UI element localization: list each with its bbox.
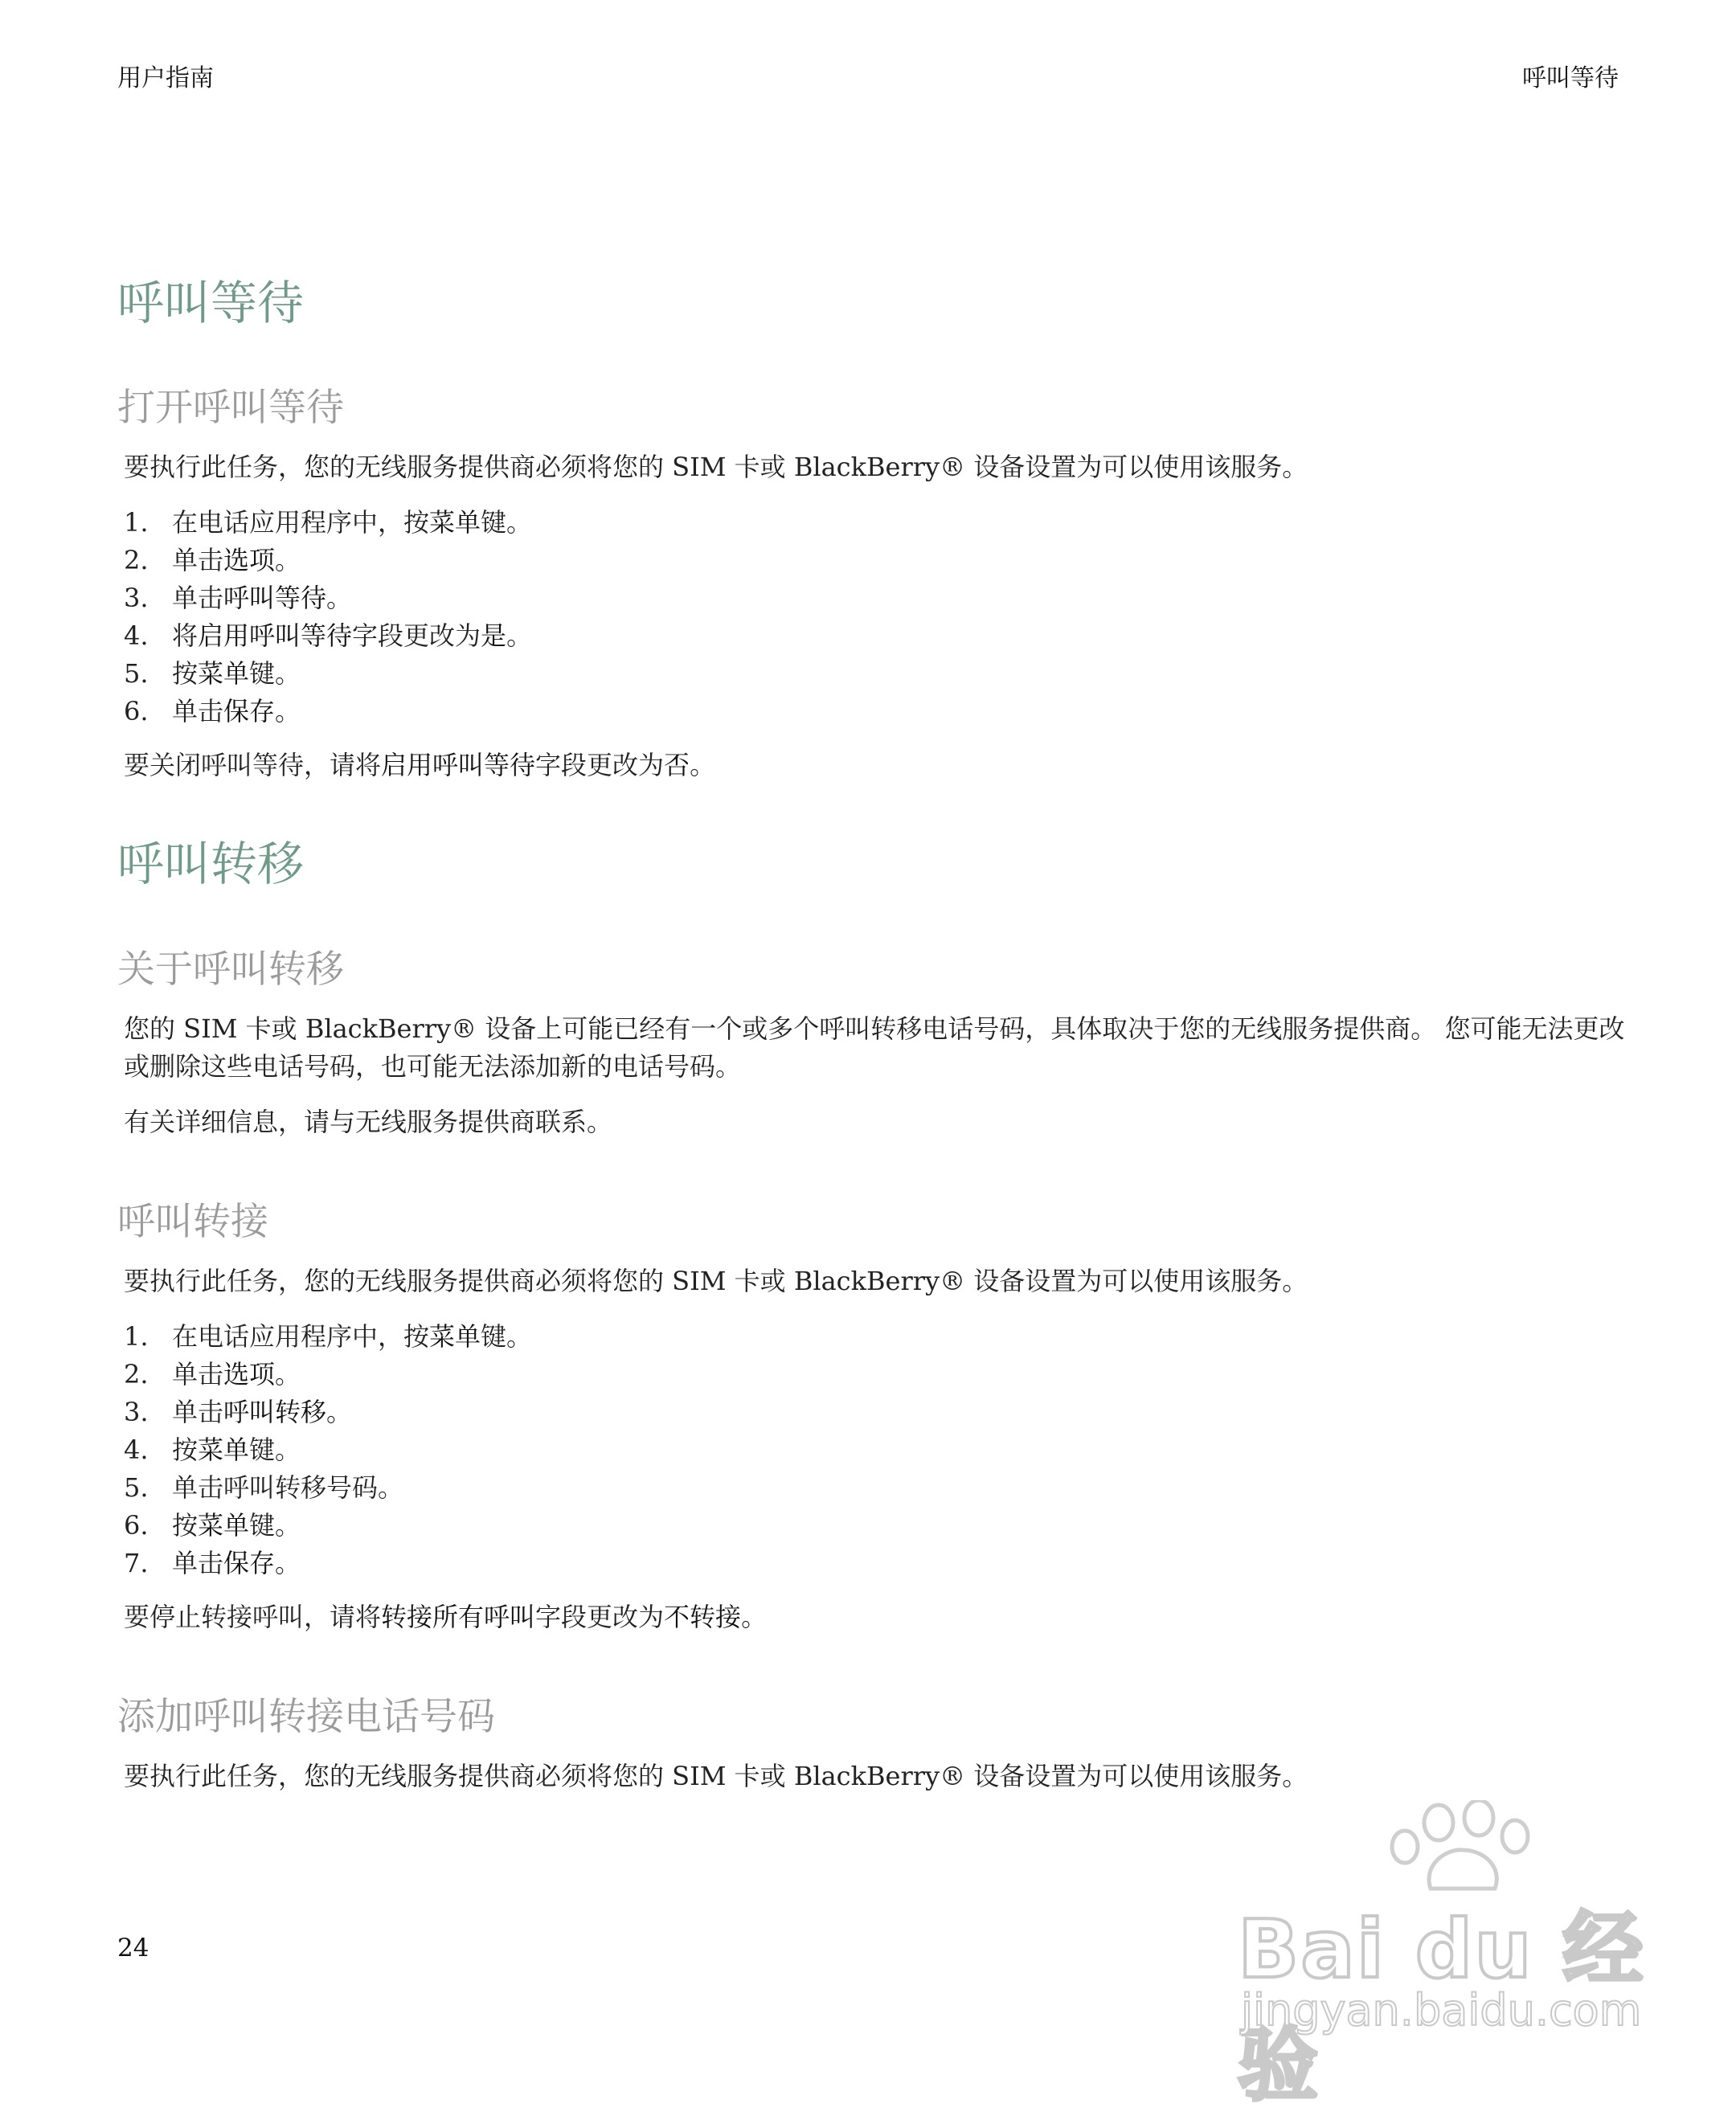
section-title-call-waiting: 呼叫等待	[117, 276, 305, 330]
list-item: 5. 单击呼叫转移号码。	[124, 1472, 404, 1504]
subsection-title-add-number: 添加呼叫转接电话号码	[117, 1695, 495, 1740]
about-paragraph: 您的 SIM 卡或 BlackBerry® 设备上可能已经有一个或多个呼叫转移电话号码，具体取决于您的无线服务提供商。 您可能无法更改或删除这些电话号码，也可能无法添加新的电话号码。	[124, 1013, 1625, 1082]
list-item: 4. 按菜单键。	[124, 1435, 301, 1466]
list-item: 6. 单击保存。	[124, 696, 301, 727]
page-content	[117, 273, 1628, 1795]
paw-icon	[1382, 1800, 1543, 1897]
baidu-watermark	[1238, 1800, 1656, 2112]
subsection-title-turn-on: 打开呼叫等待	[117, 386, 344, 431]
steps-list-call-forwarding	[117, 1318, 1628, 1582]
prerequisite-text: 要执行此任务，您的无线服务提供商必须将您的 SIM 卡或 BlackBerry® 设备设置为可以使用该服务。	[124, 1266, 1308, 1297]
list-item: 3. 单击呼叫等待。	[124, 583, 353, 614]
about-contact-paragraph: 有关详细信息，请与无线服务提供商联系。	[124, 1106, 613, 1137]
list-item: 2. 单击选项。	[124, 545, 301, 576]
turn-off-instruction: 要关闭呼叫等待，请将启用呼叫等待字段更改为否。	[124, 750, 716, 781]
page-number: 24	[117, 1934, 149, 1963]
stop-forwarding-instruction: 要停止转接呼叫，请将转接所有呼叫字段更改为不转接。	[124, 1602, 768, 1633]
subsection-title-forward: 呼叫转接	[117, 1199, 268, 1244]
subsection-title-about: 关于呼叫转移	[117, 947, 344, 992]
running-header-right: 呼叫等待	[1522, 64, 1619, 92]
prerequisite-text: 要执行此任务，您的无线服务提供商必须将您的 SIM 卡或 BlackBerry® 设备设置为可以使用该服务。	[124, 1761, 1308, 1792]
section-title-call-forwarding: 呼叫转移	[117, 837, 305, 892]
list-item: 1. 在电话应用程序中，按菜单键。	[124, 507, 533, 538]
prerequisite-text: 要执行此任务，您的无线服务提供商必须将您的 SIM 卡或 BlackBerry® 设备设置为可以使用该服务。	[124, 452, 1308, 483]
list-item: 2. 单击选项。	[124, 1359, 301, 1390]
list-item: 4. 将启用呼叫等待字段更改为是。	[124, 620, 533, 652]
list-item: 5. 按菜单键。	[124, 658, 301, 690]
list-item: 3. 单击呼叫转移。	[124, 1397, 353, 1428]
list-item: 7. 单击保存。	[124, 1548, 301, 1579]
running-header-left: 用户指南	[117, 64, 214, 92]
watermark-brand: Bai du 经验	[1238, 1902, 1645, 2112]
steps-list-call-waiting	[117, 504, 1628, 731]
list-item: 1. 在电话应用程序中，按菜单键。	[124, 1321, 533, 1353]
watermark-url: jingyan.baidu.com	[1241, 1985, 1642, 2036]
list-item: 6. 按菜单键。	[124, 1510, 301, 1541]
